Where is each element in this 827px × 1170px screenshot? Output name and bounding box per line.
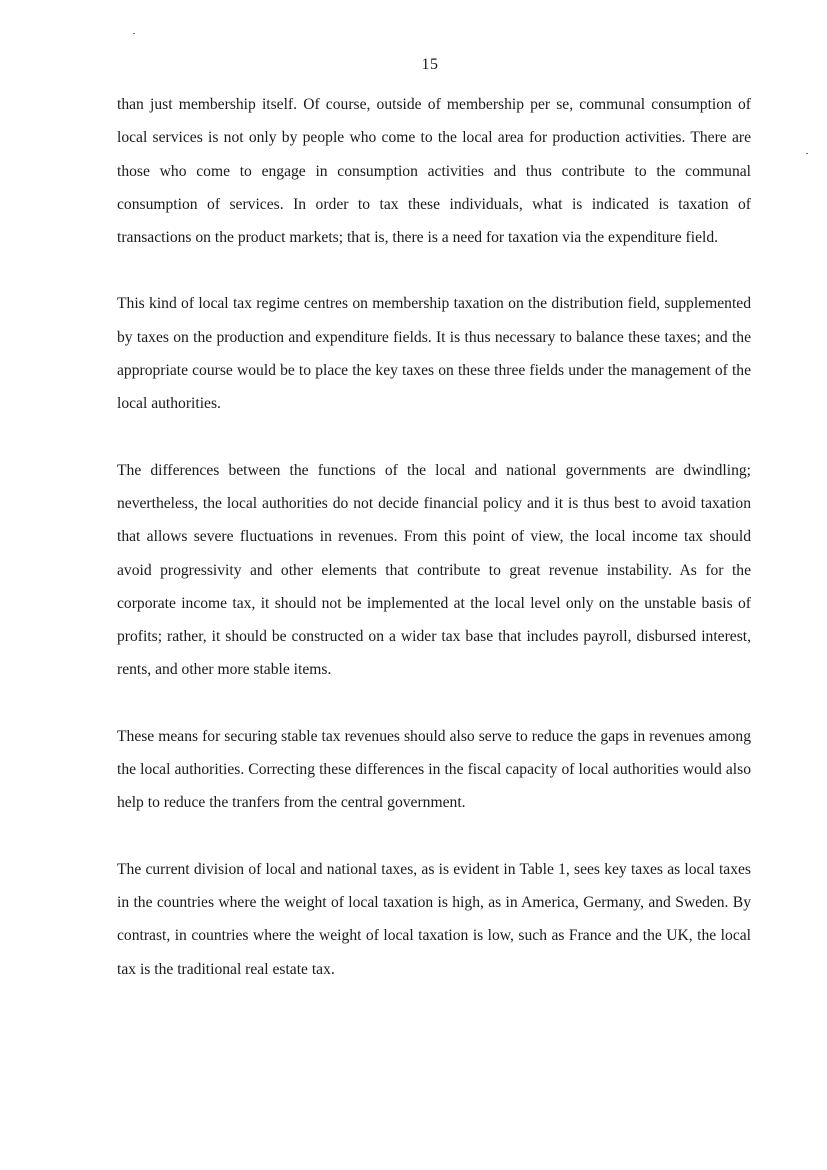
paragraph-4: These means for securing stable tax revenues should also serve to reduce the gaps in revenues among the local authorities. Correcting these differences in the fiscal capacity of local authorities would also help to reduce the tranfers from the central government. [117, 727, 751, 812]
paragraph-3: The differences between the functions of the local and national governments are dwindling; nevertheless, the local authorities do not decide financial policy and it is thus best to avoid taxation that allows severe fluctuations in revenues. From this point of view, the local income tax should avoid progressivity and other elements that contribute to great revenue instability. As for the corporate income tax, it should not be implemented at the local level only on the unstable basis of profits; rather, it should be constructed on a wider tax base that includes payroll, disbursed interest, rents, and other more stable items. [117, 461, 751, 679]
scan-speck [133, 33, 135, 34]
paragraph-1: than just membership itself. Of course, outside of membership per se, communal consumption of local services is not only by people who come to the local area for production activities. There are those who come to engage in consumption activities and thus contribute to the communal consumption of services. In order to tax these individuals, what is indicated is taxation of transactions on the product markets; that is, there is a need for taxation via the expenditure field. [117, 96, 751, 247]
scan-speck [806, 153, 808, 154]
page-number: 15 [421, 56, 439, 73]
paragraph-5: The current division of local and national taxes, as is evident in Table 1, sees key taxes as local taxes in the countries where the weight of local taxation is high, as in America, Germany, and Sweden. By contrast, in countries where the weight of local taxation is low, such as France and the UK, the local tax is the traditional real estate tax. [117, 860, 751, 978]
page-body [117, 88, 751, 1019]
paragraph-2: This kind of local tax regime centres on membership taxation on the distribution field, supplemented by taxes on the production and expenditure fields. It is thus necessary to balance these taxes; and the appropriate course would be to place the key taxes on these three fields under the management of the local authorities. [117, 295, 751, 413]
